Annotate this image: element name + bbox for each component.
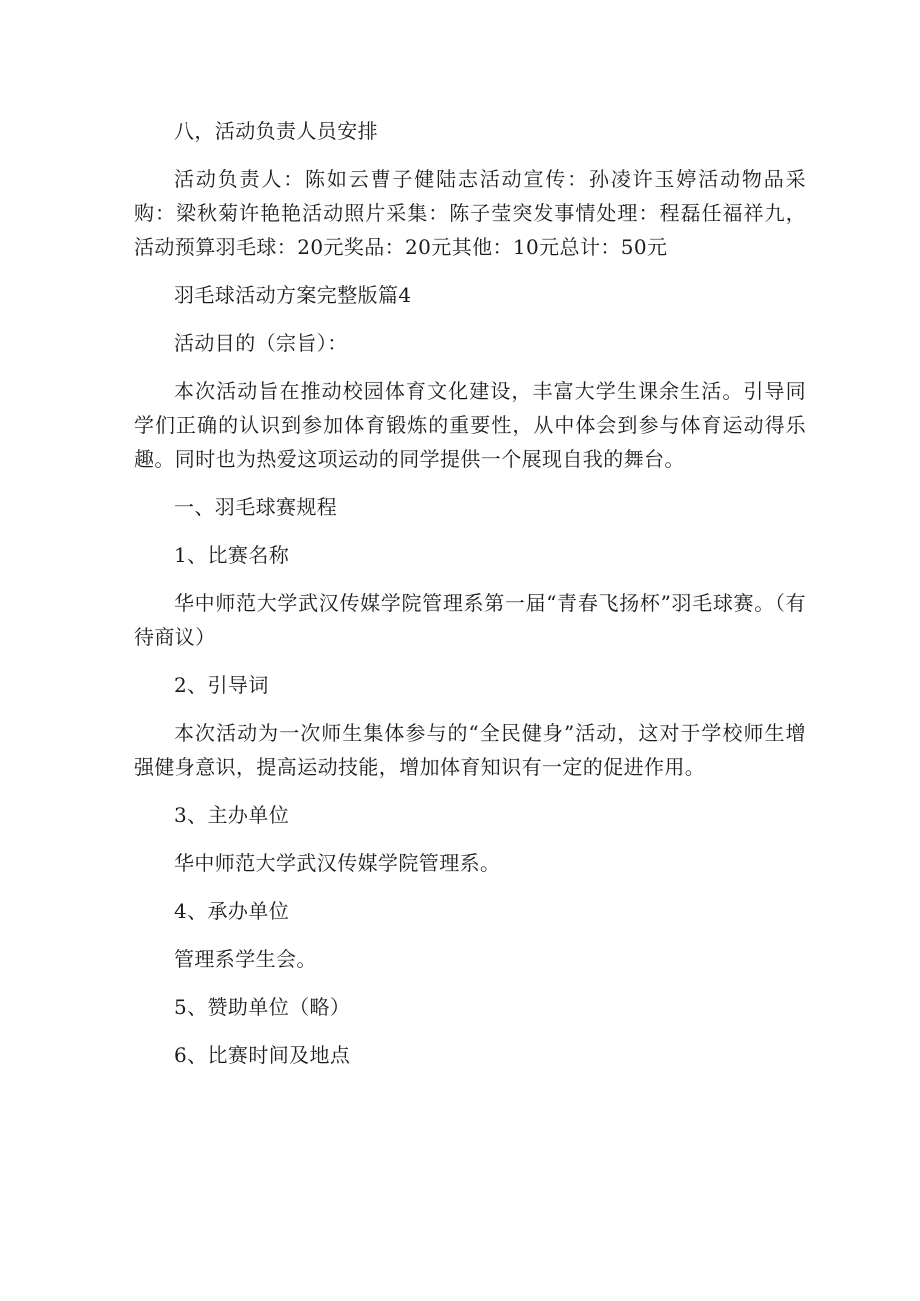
paragraph-staff-budget: 活动负责人：陈如云曹子健陆志活动宣传：孙凌许玉婷活动物品采购：梁秋菊许艳艳活动照片采集：陈子莹突发事情处理：程磊任福祥九，活动预算羽毛球：20元奖品：20元其他：10元总计：50元: [134, 167, 806, 259]
paragraph-intro: 本次活动为一次师生集体参与的“全民健身”活动，这对于学校师生增强健身意识，提高运动技能，增加体育知识有一定的促进作用。: [134, 721, 806, 779]
item-heading-time-place: 6、比赛时间及地点: [174, 1043, 351, 1067]
section-heading-purpose: 活动目的（宗旨）：: [174, 331, 348, 355]
item-heading-host: 4、承办单位: [174, 899, 290, 923]
section-heading-rules: 一、羽毛球赛规程: [174, 495, 338, 519]
paragraph-host: 管理系学生会。: [174, 947, 317, 971]
document-body: [134, 114, 806, 1086]
item-heading-sponsor: 5、赞助单位（略）: [174, 995, 351, 1019]
item-heading-name: 1、比赛名称: [174, 543, 290, 567]
paragraph-name: 华中师范大学武汉传媒学院管理系第一届“青春飞扬杯”羽毛球赛。（有待商议）: [134, 591, 806, 649]
item-heading-organizer: 3、主办单位: [174, 803, 290, 827]
section-heading-staff: 八，活动负责人员安排: [174, 119, 378, 143]
paragraph-organizer: 华中师范大学武汉传媒学院管理系。: [174, 851, 501, 875]
paragraph-purpose: 本次活动旨在推动校园体育文化建设，丰富大学生课余生活。引导同学们正确的认识到参加体育锻炼的重要性，从中体会到参与体育运动得乐趣。同时也为热爱这项运动的同学提供一个展现自我的舞台。: [134, 379, 806, 471]
document-title: 羽毛球活动方案完整版篇4: [174, 283, 412, 307]
item-heading-intro: 2、引导词: [174, 673, 269, 697]
